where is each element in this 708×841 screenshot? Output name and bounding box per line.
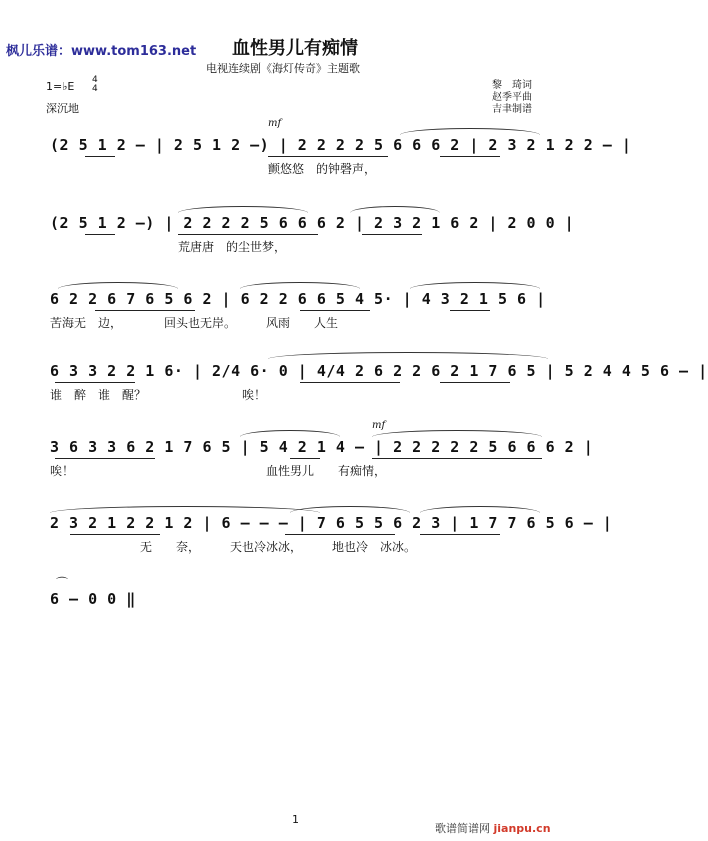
watermark	[435, 820, 551, 836]
staff-line-7: 6 – 0 0 ‖	[50, 590, 136, 608]
lyrics-line-4: 谁 醉 谁 醒？ 唉！	[50, 388, 267, 402]
lyrics-line-5: 唉！ 血性男儿 有痴情，	[50, 464, 387, 478]
watermark-brand: jianpu.cn	[493, 822, 551, 835]
staff-line-2: (2 5 1 2 –) | 2 2 2 2 5 6 6 6 2 | 2 3 2 1 6 2 | 2 0 0 |	[50, 214, 575, 232]
site-banner: 枫儿乐谱：www.tom163.net	[6, 44, 197, 59]
staff-line-3: 6 2 2 6 7 6 5 6 2 | 6 2 2 6 6 5 4 5· | 4 3 2 1 5 6 |	[50, 290, 546, 308]
meter-top: 4	[92, 75, 98, 85]
watermark-text: 歌谱简谱网	[435, 822, 490, 835]
fermata-icon: ⌒	[56, 576, 69, 590]
meter-bottom: 4	[92, 84, 98, 94]
key-signature: 1=♭E	[46, 80, 75, 93]
staff-line-4: 6 3 3 2 2 1 6· | 2/4 6· 0 | 4/4 2 6 2 2 6 2 1 7 6 5 | 5 2 4 4 5 6 – |	[50, 362, 708, 380]
transcriber-credit: 吉聿制谱	[492, 104, 532, 115]
tempo-marking: 深沉地	[46, 102, 79, 115]
staff-line-1: (2 5 1 2 – | 2 5 1 2 –) | 2 2 2 2 5 6 6 6 2 | 2 3 2 1 2 2 – |	[50, 136, 632, 154]
staff-line-6: 2 3 2 1 2 2 1 2 | 6 – – – | 7 6 5 5 6 2 3 | 1 7 7 6 5 6 – |	[50, 514, 613, 532]
time-signature	[92, 76, 98, 94]
composer-credit: 赵季平曲	[492, 92, 532, 103]
dynamic-mark-2: mf	[372, 420, 386, 431]
page-number: 1	[292, 813, 299, 826]
lyrics-line-1: 颤悠悠 的钟磬声，	[268, 162, 377, 176]
lyrics-line-3: 苦海无 边， 回头也无岸。 风雨 人生	[50, 316, 339, 330]
dynamic-mark: mf	[268, 118, 282, 129]
lyrics-line-6: 无 奈， 天也冷冰冰， 地也冷 冰冰。	[140, 540, 417, 554]
song-subtitle: 电视连续剧《海灯传奇》主题歌	[206, 62, 360, 75]
lyricist-credit: 黎 琦词	[492, 80, 532, 91]
song-title: 血性男儿有痴情	[232, 38, 358, 59]
lyrics-line-2: 荒唐唐 的尘世梦，	[178, 240, 287, 254]
staff-line-5: 3 6 3 3 6 2 1 7 6 5 | 5 4 2 1 4 – | 2 2 2 2 2 5 6 6 6 2 |	[50, 438, 594, 456]
